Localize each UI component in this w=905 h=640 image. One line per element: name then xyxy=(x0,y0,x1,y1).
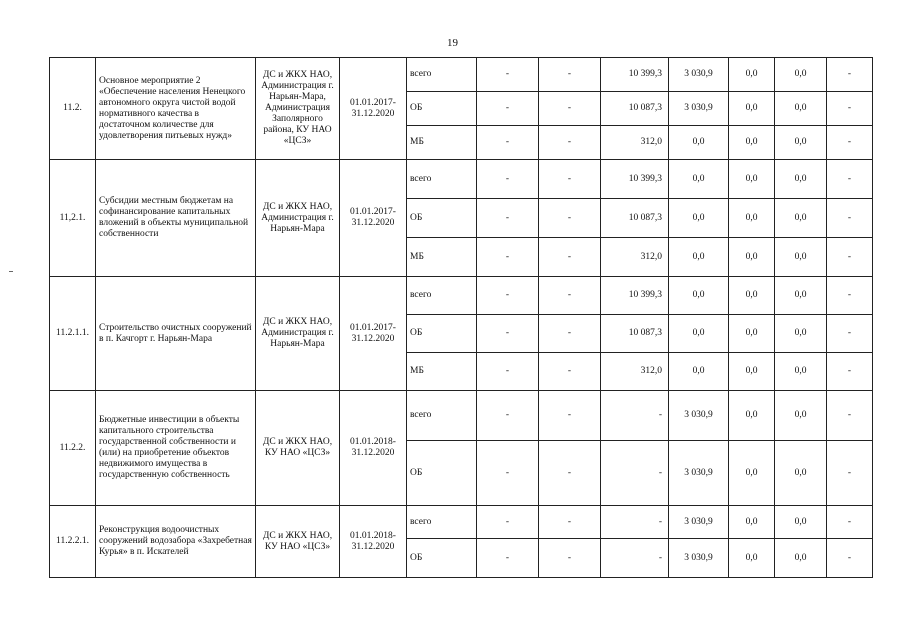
item-period: 01.01.2017-31.12.2020 xyxy=(340,58,407,160)
value-col-2: - xyxy=(539,353,601,391)
value-col-5: 0,0 xyxy=(729,506,775,539)
value-col-6: 0,0 xyxy=(775,506,827,539)
value-col-6: 0,0 xyxy=(775,539,827,578)
value-col-5: 0,0 xyxy=(729,199,775,238)
value-col-5: 0,0 xyxy=(729,315,775,353)
value-col-2: - xyxy=(539,160,601,199)
value-col-6: 0,0 xyxy=(775,58,827,92)
item-number: 11.2.2. xyxy=(50,391,96,506)
value-col-6: 0,0 xyxy=(775,391,827,441)
value-col-5: 0,0 xyxy=(729,58,775,92)
value-col-3: - xyxy=(601,506,669,539)
value-col-2: - xyxy=(539,277,601,315)
value-col-2: - xyxy=(539,126,601,160)
value-col-4: 3 030,9 xyxy=(669,506,729,539)
value-col-6: 0,0 xyxy=(775,277,827,315)
value-col-7: - xyxy=(827,441,873,506)
value-col-5: 0,0 xyxy=(729,126,775,160)
funding-source: всего xyxy=(407,58,477,92)
value-col-7: - xyxy=(827,199,873,238)
value-col-7: - xyxy=(827,58,873,92)
funding-source: ОБ xyxy=(407,315,477,353)
item-name: Реконструкция водоочистных сооружений водозабора «Захребетная Курья» в п. Искателей xyxy=(96,506,256,578)
value-col-7: - xyxy=(827,238,873,277)
item-executor: ДС и ЖКХ НАО, Администрация г. Нарьян-Мара, Администрация Заполярного района, КУ НАО «ЦСЗ» xyxy=(256,58,340,160)
value-col-1: - xyxy=(477,238,539,277)
funding-source: ОБ xyxy=(407,92,477,126)
value-col-1: - xyxy=(477,199,539,238)
value-col-3: 10 087,3 xyxy=(601,92,669,126)
item-name: Бюджетные инвестиции в объекты капитального строительства государственной собственности и (или) на приобретение объектов недвижимого имущества в государственную собственность xyxy=(96,391,256,506)
funding-source: МБ xyxy=(407,126,477,160)
value-col-6: 0,0 xyxy=(775,238,827,277)
item-period: 01.01.2018-31.12.2020 xyxy=(340,391,407,506)
value-col-3: 10 087,3 xyxy=(601,315,669,353)
value-col-4: 3 030,9 xyxy=(669,391,729,441)
value-col-4: 0,0 xyxy=(669,160,729,199)
value-col-3: 312,0 xyxy=(601,353,669,391)
value-col-4: 3 030,9 xyxy=(669,92,729,126)
item-period: 01.01.2017-31.12.2020 xyxy=(340,277,407,391)
table-body xyxy=(50,58,873,578)
value-col-2: - xyxy=(539,539,601,578)
value-col-7: - xyxy=(827,160,873,199)
value-col-7: - xyxy=(827,126,873,160)
value-col-1: - xyxy=(477,539,539,578)
item-period: 01.01.2017-31.12.2020 xyxy=(340,160,407,277)
value-col-4: 0,0 xyxy=(669,277,729,315)
value-col-5: 0,0 xyxy=(729,238,775,277)
funding-source: всего xyxy=(407,277,477,315)
value-col-3: - xyxy=(601,539,669,578)
value-col-2: - xyxy=(539,199,601,238)
value-col-5: 0,0 xyxy=(729,353,775,391)
value-col-1: - xyxy=(477,277,539,315)
funding-source: всего xyxy=(407,160,477,199)
value-col-3: 10 399,3 xyxy=(601,277,669,315)
item-number: 11,2.1. xyxy=(50,160,96,277)
value-col-5: 0,0 xyxy=(729,441,775,506)
value-col-4: 0,0 xyxy=(669,126,729,160)
value-col-4: 0,0 xyxy=(669,238,729,277)
table-row xyxy=(50,506,873,539)
value-col-2: - xyxy=(539,92,601,126)
value-col-2: - xyxy=(539,58,601,92)
value-col-4: 3 030,9 xyxy=(669,441,729,506)
value-col-7: - xyxy=(827,391,873,441)
value-col-4: 0,0 xyxy=(669,199,729,238)
item-number: 11.2.2.1. xyxy=(50,506,96,578)
value-col-6: 0,0 xyxy=(775,441,827,506)
table-row xyxy=(50,160,873,199)
value-col-6: 0,0 xyxy=(775,160,827,199)
value-col-5: 0,0 xyxy=(729,160,775,199)
value-col-1: - xyxy=(477,441,539,506)
value-col-5: 0,0 xyxy=(729,539,775,578)
table-row xyxy=(50,391,873,441)
value-col-6: 0,0 xyxy=(775,315,827,353)
value-col-6: 0,0 xyxy=(775,353,827,391)
item-name: Основное мероприятие 2 «Обеспечение населения Ненецкого автономного округа чистой водой нормативного качества в достаточном количестве для удовлетворения питьевых нужд» xyxy=(96,58,256,160)
value-col-6: 0,0 xyxy=(775,92,827,126)
value-col-1: - xyxy=(477,126,539,160)
item-name: Строительство очистных сооружений в п. Качгорт г. Нарьян-Мара xyxy=(96,277,256,391)
value-col-4: 0,0 xyxy=(669,353,729,391)
value-col-4: 3 030,9 xyxy=(669,539,729,578)
funding-source: МБ xyxy=(407,353,477,391)
value-col-3: - xyxy=(601,441,669,506)
funding-source: всего xyxy=(407,391,477,441)
value-col-5: 0,0 xyxy=(729,277,775,315)
value-col-5: 0,0 xyxy=(729,92,775,126)
budget-table xyxy=(49,57,873,578)
value-col-7: - xyxy=(827,539,873,578)
page-number: 19 xyxy=(447,37,458,49)
value-col-7: - xyxy=(827,277,873,315)
value-col-6: 0,0 xyxy=(775,199,827,238)
value-col-1: - xyxy=(477,315,539,353)
value-col-7: - xyxy=(827,506,873,539)
value-col-2: - xyxy=(539,391,601,441)
value-col-7: - xyxy=(827,315,873,353)
funding-source: всего xyxy=(407,506,477,539)
item-executor: ДС и ЖКХ НАО, КУ НАО «ЦСЗ» xyxy=(256,506,340,578)
value-col-1: - xyxy=(477,160,539,199)
value-col-1: - xyxy=(477,353,539,391)
value-col-5: 0,0 xyxy=(729,391,775,441)
value-col-7: - xyxy=(827,92,873,126)
value-col-3: 10 087,3 xyxy=(601,199,669,238)
item-executor: ДС и ЖКХ НАО, Администрация г. Нарьян-Мара xyxy=(256,160,340,277)
value-col-1: - xyxy=(477,92,539,126)
value-col-3: - xyxy=(601,391,669,441)
value-col-4: 3 030,9 xyxy=(669,58,729,92)
table-row xyxy=(50,277,873,315)
value-col-4: 0,0 xyxy=(669,315,729,353)
funding-source: ОБ xyxy=(407,199,477,238)
value-col-2: - xyxy=(539,506,601,539)
funding-source: ОБ xyxy=(407,441,477,506)
value-col-1: - xyxy=(477,391,539,441)
value-col-2: - xyxy=(539,441,601,506)
value-col-6: 0,0 xyxy=(775,126,827,160)
value-col-3: 10 399,3 xyxy=(601,160,669,199)
item-executor: ДС и ЖКХ НАО, Администрация г. Нарьян-Мара xyxy=(256,277,340,391)
item-number: 11.2. xyxy=(50,58,96,160)
value-col-2: - xyxy=(539,238,601,277)
value-col-3: 312,0 xyxy=(601,126,669,160)
value-col-2: - xyxy=(539,315,601,353)
item-period: 01.01.2018-31.12.2020 xyxy=(340,506,407,578)
value-col-1: - xyxy=(477,506,539,539)
table-row xyxy=(50,58,873,92)
value-col-3: 10 399,3 xyxy=(601,58,669,92)
funding-source: МБ xyxy=(407,238,477,277)
funding-source: ОБ xyxy=(407,539,477,578)
item-number: 11.2.1.1. xyxy=(50,277,96,391)
value-col-1: - xyxy=(477,58,539,92)
item-name: Субсидии местным бюджетам на софинансирование капитальных вложений в объекты муниципальной собственности xyxy=(96,160,256,277)
item-executor: ДС и ЖКХ НАО, КУ НАО «ЦСЗ» xyxy=(256,391,340,506)
value-col-3: 312,0 xyxy=(601,238,669,277)
margin-mark xyxy=(9,271,13,272)
value-col-7: - xyxy=(827,353,873,391)
